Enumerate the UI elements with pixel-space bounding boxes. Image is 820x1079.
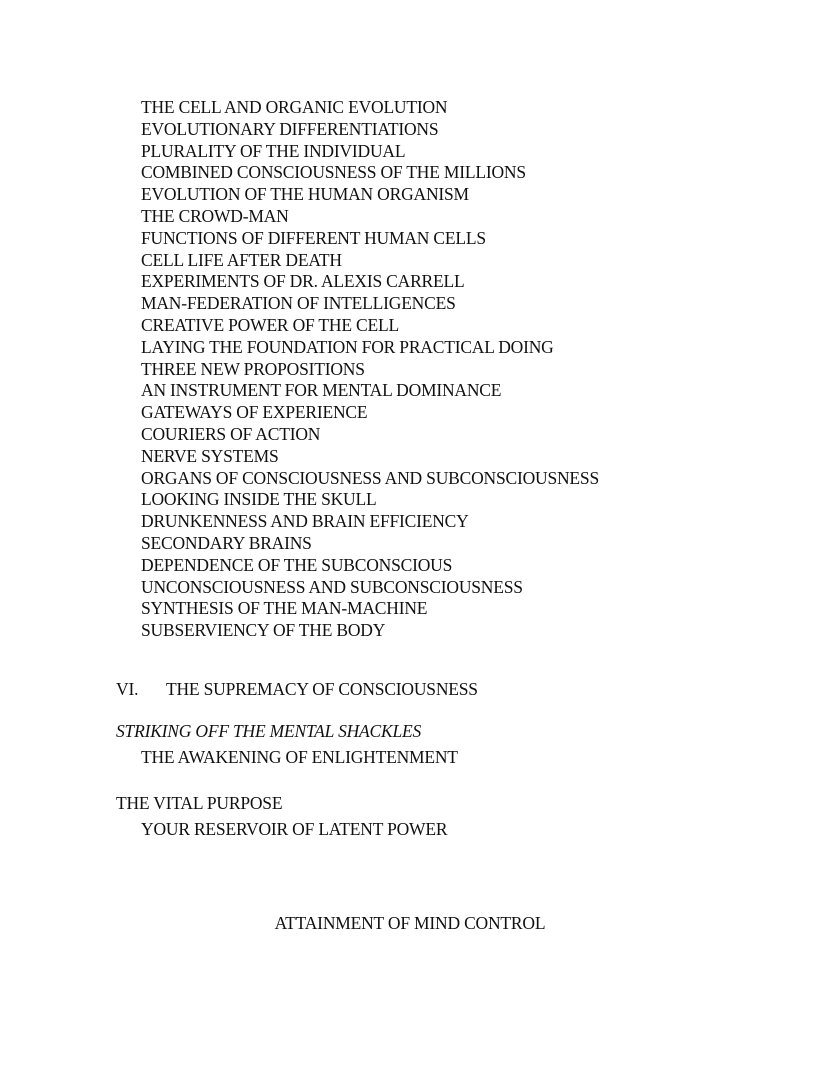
chapter-title: THE SUPREMACY OF CONSCIOUSNESS [166,679,478,699]
chapter-heading [116,678,478,700]
section-item: YOUR RESERVOIR OF LATENT POWER [141,819,448,839]
topic-item: SECONDARY BRAINS [141,532,312,553]
topic-item: EXPERIMENTS OF DR. ALEXIS CARRELL [141,271,465,292]
topic-item: THE CELL AND ORGANIC EVOLUTION [141,97,448,117]
section-item: THE AWAKENING OF ENLIGHTENMENT [141,747,458,767]
topic-item: FUNCTIONS OF DIFFERENT HUMAN CELLS [141,227,486,248]
topic-item: UNCONSCIOUSNESS AND SUBCONSCIOUSNESS [141,576,523,597]
section-heading: STRIKING OFF THE MENTAL SHACKLES [116,721,422,741]
topic-item: CREATIVE POWER OF THE CELL [141,314,399,335]
section-heading: THE VITAL PURPOSE [116,793,283,813]
topic-item: THREE NEW PROPOSITIONS [141,358,365,379]
topic-item: LOOKING INSIDE THE SKULL [141,489,377,510]
topic-item: COURIERS OF ACTION [141,423,321,444]
topic-item: SYNTHESIS OF THE MAN-MACHINE [141,598,428,619]
footer-title: ATTAINMENT OF MIND CONTROL [274,913,546,933]
topic-item: SUBSERVIENCY OF THE BODY [141,620,386,641]
topic-item: AN INSTRUMENT FOR MENTAL DOMINANCE [141,380,502,401]
topic-item: EVOLUTION OF THE HUMAN ORGANISM [141,184,469,205]
topic-item: EVOLUTIONARY DIFFERENTIATIONS [141,118,439,139]
topic-item: MAN-FEDERATION OF INTELLIGENCES [141,293,456,314]
topic-item: LAYING THE FOUNDATION FOR PRACTICAL DOING [141,336,554,357]
topic-item: THE CROWD-MAN [141,205,289,226]
topic-item: COMBINED CONSCIOUSNESS OF THE MILLIONS [141,162,526,183]
topic-item: GATEWAYS OF EXPERIENCE [141,402,368,423]
topic-item: ORGANS OF CONSCIOUSNESS AND SUBCONSCIOUSNESS [141,467,599,488]
chapter-number: VI. [116,679,139,699]
topic-item: NERVE SYSTEMS [141,445,279,466]
topic-item: DRUNKENNESS AND BRAIN EFFICIENCY [141,511,469,532]
topic-item: DEPENDENCE OF THE SUBCONSCIOUS [141,554,453,575]
topic-list [141,97,599,642]
topic-item: PLURALITY OF THE INDIVIDUAL [141,140,406,161]
topic-item: CELL LIFE AFTER DEATH [141,249,342,270]
